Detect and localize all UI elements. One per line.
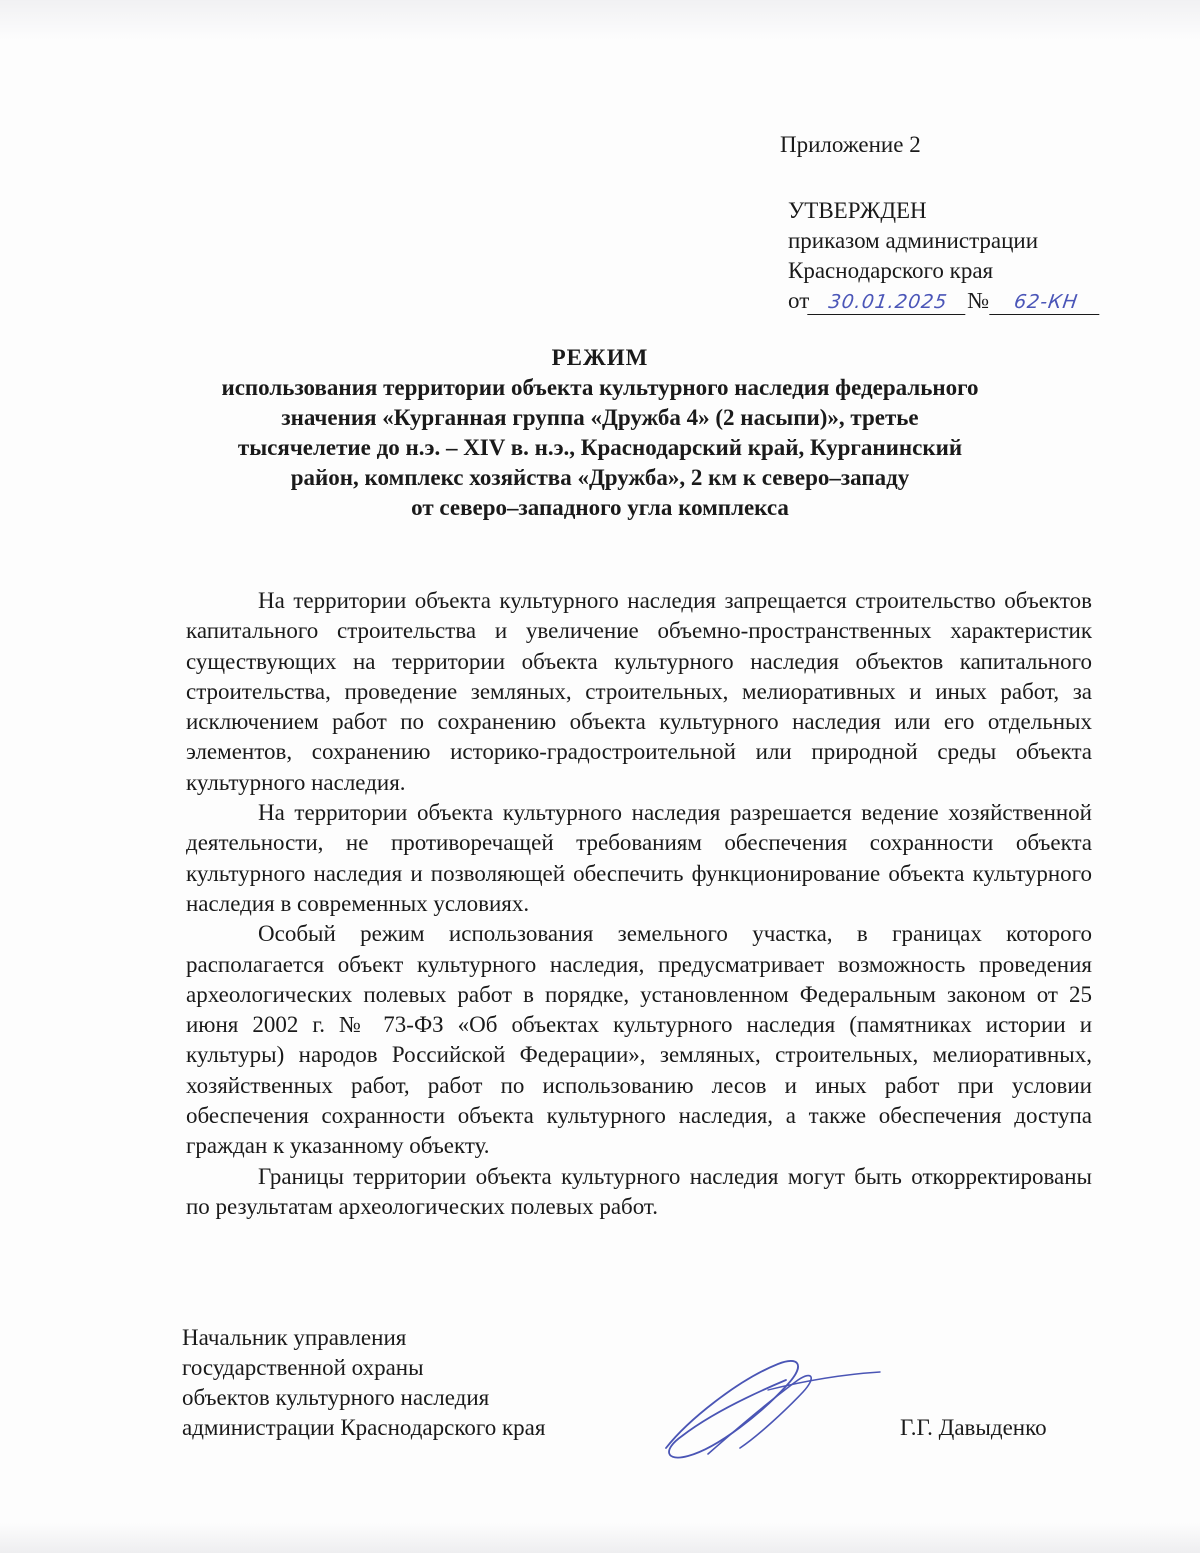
- document-title: [150, 343, 1050, 523]
- body-paragraph: На территории объекта культурного наследия разрешается ведение хозяйственной деятельности, не противоречащей требованиям обеспечения сохранности объекта культурного наследия и позволяющей обеспечить функционирование объекта культурного наследия в современных условиях.: [186, 800, 1092, 916]
- body-paragraph: Особый режим использования земельного участка, в границах которого располагается объект культурного наследия, предусматривает возможность проведения археологических полевых работ в порядке, установленном Федеральным законом от 25 июня 2002 г. № 73-ФЗ «Об объектах культурного наследия (памятниках истории и культуры) народов Российской Федерации», земляных, строительных, мелиоративных, хозяйственных работ, работ по использованию лесов и иных работ при условии обеспечения сохранности объекта культурного наследия, а также обеспечения доступа граждан к указанному объекту.: [186, 921, 1092, 1159]
- title-line: район, комплекс хозяйства «Дружба», 2 км к северо–западу: [290, 465, 910, 490]
- signatory-name: Г.Г. Давыденко: [900, 1415, 1047, 1440]
- approval-line-1: приказом администрации: [788, 228, 1039, 253]
- date-prefix: от: [788, 288, 810, 313]
- scan-edge-bottom: [0, 1523, 1200, 1553]
- signatory-position-line: администрации Краснодарского края: [182, 1415, 546, 1440]
- handwritten-number: 62-КН: [989, 290, 1103, 315]
- number-prefix: №: [967, 288, 990, 313]
- appendix-label: Приложение 2: [780, 132, 921, 157]
- title-line: значения «Курганная группа «Дружба 4» (2 насыпи)», третье: [281, 405, 919, 430]
- handwritten-signature: [648, 1350, 888, 1470]
- signatory-position-line: государственной охраны: [182, 1355, 424, 1380]
- approval-line-2: Краснодарского края: [788, 258, 994, 283]
- title-line: тысячелетие до н.э. – XIV в. н.э., Краснодарский край, Курганинский: [237, 435, 963, 460]
- document-body: [186, 586, 1092, 1222]
- approved-label: УТВЕРЖДЕН: [788, 198, 927, 223]
- title-main: РЕЖИМ: [551, 345, 649, 370]
- signatory-position-line: Начальник управления: [182, 1325, 407, 1350]
- handwritten-date: 30.01.2025: [807, 290, 969, 315]
- signatory-position-line: объектов культурного наследия: [182, 1385, 490, 1410]
- title-line: от северо–западного угла комплекса: [411, 495, 789, 520]
- title-line: использования территории объекта культурного наследия федерального: [221, 375, 979, 400]
- approval-date-line: [788, 286, 1101, 316]
- signatory-position: [182, 1323, 545, 1443]
- scan-edge-top: [0, 0, 1200, 40]
- body-paragraph: Границы территории объекта культурного наследия могут быть откорректированы по результатам археологических полевых работ.: [186, 1163, 1092, 1219]
- approval-block: [788, 196, 1101, 316]
- body-paragraph: На территории объекта культурного наследия запрещается строительство объектов капитального строительства и увеличение объемно-пространственных характеристик существующих на территории объекта культурного наследия объектов капитального строительства, проведение земляных, строительных, мелиоративных и иных работ, за исключением работ по сохранению объекта культурного наследия или его отдельных элементов, сохранению историко-градостроительной или природной среды объекта культурного наследия.: [186, 588, 1092, 795]
